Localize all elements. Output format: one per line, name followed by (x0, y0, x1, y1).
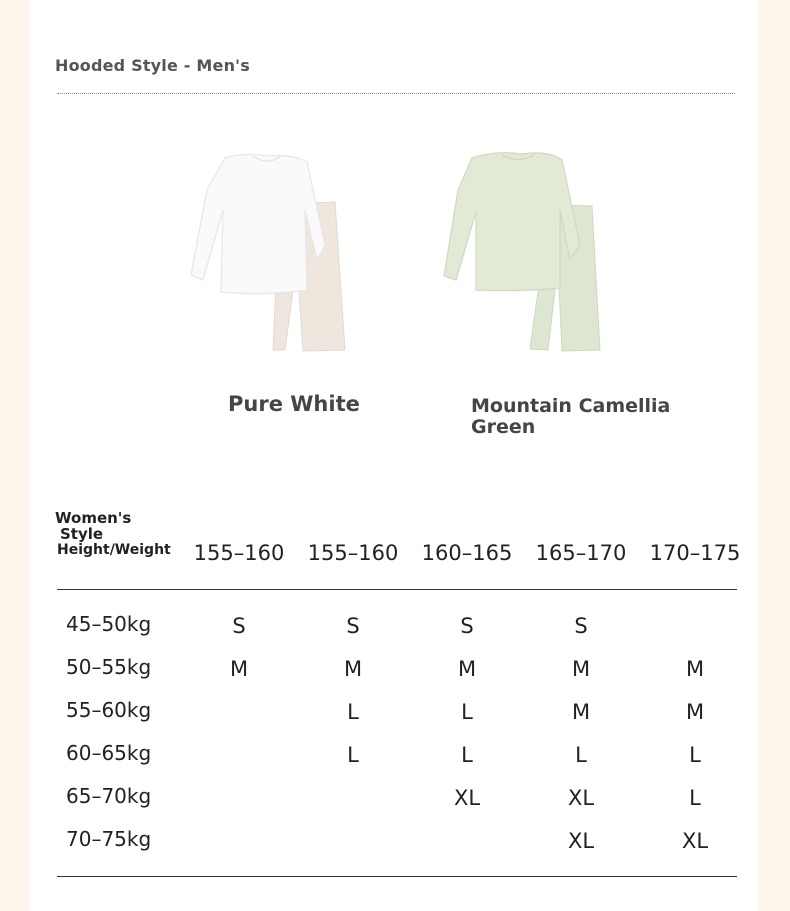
size-cell: S (346, 614, 360, 638)
dotted-divider (57, 93, 735, 94)
table-row (30, 784, 758, 827)
size-cell: L (347, 743, 359, 767)
weight-label: 45–50kg (66, 612, 152, 636)
shirt-shape (444, 153, 580, 291)
size-cell: M (571, 657, 591, 681)
weight-label: 60–65kg (66, 741, 152, 765)
size-cell: XL (681, 829, 709, 853)
table-row (30, 655, 758, 698)
size-cell: XL (567, 786, 595, 810)
height-column-header: 170–175 (649, 541, 741, 565)
weight-label: 50–55kg (66, 655, 152, 679)
size-cell: M (343, 657, 363, 681)
section-title: Hooded Style - Men's (55, 56, 251, 75)
size-cell: M (457, 657, 477, 681)
color-name-camellia-green: Mountain Camellia Green (471, 395, 671, 438)
table-row (30, 827, 758, 870)
corner-label-line: Style (60, 525, 104, 543)
product-image-camellia-green (440, 150, 610, 355)
table-row (30, 741, 758, 784)
size-cell: L (689, 786, 701, 810)
table-top-rule (57, 589, 737, 590)
table-bottom-rule (57, 876, 737, 877)
weight-label: 65–70kg (66, 784, 152, 808)
size-cell: XL (567, 829, 595, 853)
weight-label: 55–60kg (66, 698, 152, 722)
size-cell: M (229, 657, 249, 681)
size-cell: M (571, 700, 591, 724)
size-cell: XL (453, 786, 481, 810)
size-cell: M (685, 700, 705, 724)
size-cell: L (575, 743, 587, 767)
corner-label-line: Women's (55, 509, 132, 527)
table-row (30, 698, 758, 741)
height-column-header: 155–160 (307, 541, 399, 565)
size-cell: S (232, 614, 246, 638)
size-table-corner-label (55, 510, 171, 558)
size-cell: M (685, 657, 705, 681)
size-cell: S (460, 614, 474, 638)
shirt-shape (191, 154, 325, 293)
weight-label: 70–75kg (66, 827, 152, 851)
height-column-header: 165–170 (535, 541, 627, 565)
color-name-pure-white: Pure White (228, 392, 360, 416)
size-cell: L (347, 700, 359, 724)
size-cell: L (461, 700, 473, 724)
product-image-pure-white (185, 150, 355, 355)
size-cell: S (574, 614, 588, 638)
size-cell: L (689, 743, 701, 767)
size-cell: L (461, 743, 473, 767)
table-row (30, 612, 758, 655)
size-guide-panel (30, 0, 758, 911)
height-column-header: 155–160 (193, 541, 285, 565)
corner-label-line: Height/Weight (57, 542, 171, 558)
height-column-header: 160–165 (421, 541, 513, 565)
